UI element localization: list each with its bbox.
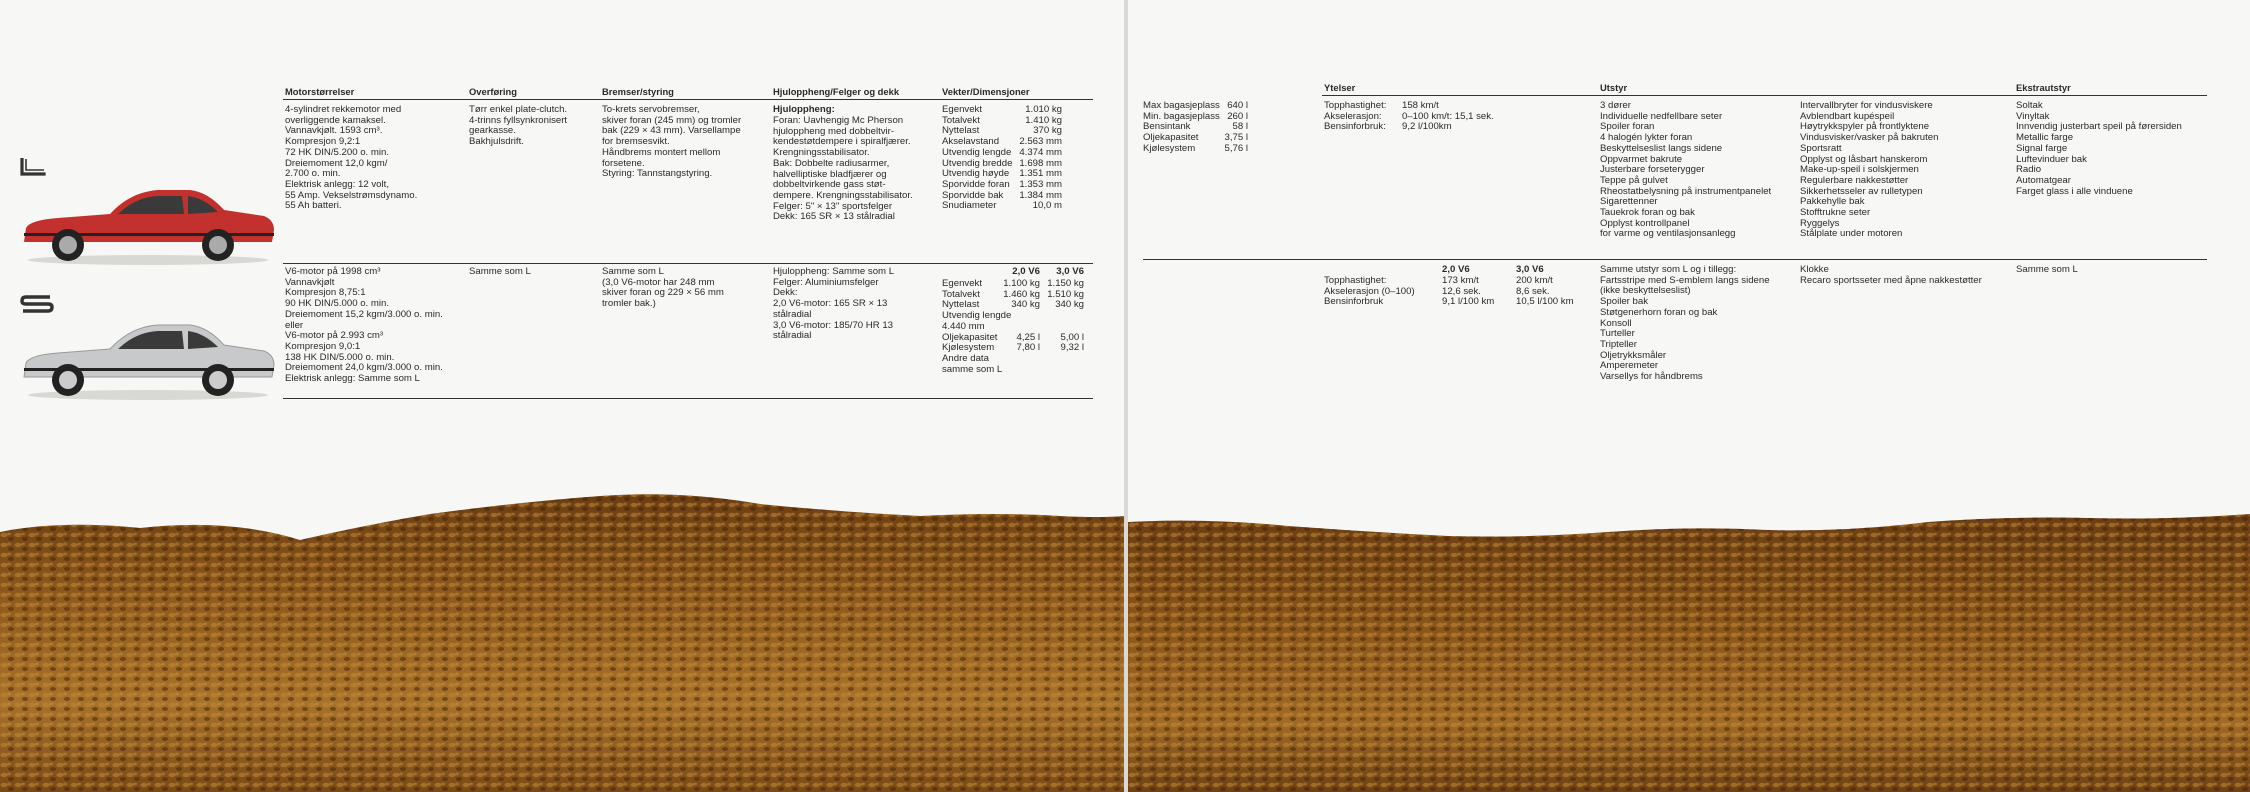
right-page	[1128, 0, 2250, 792]
header-equipment: Utstyr	[1600, 82, 1628, 93]
s-perf-col2: 200 km/t 8,6 sek. 10,5 l/100 km	[1516, 275, 1574, 308]
header-brakes: Bremser/styring	[602, 86, 674, 97]
s-weight-col1: 1.100 kg 1.460 kg 340 kg 4,25 l 7,80 l	[1003, 278, 1040, 354]
s-perf-col1-head: 2,0 V6	[1442, 264, 1470, 275]
s-weights-col1-head: 2,0 V6	[1012, 266, 1040, 277]
l-equipment-col1: 3 dører Individuelle nedfellbare seter Spoiler foran 4 halogén lykter foran Beskyttelseslist langs sidene Oppvarmet bakrute Justerbare forseterygger Teppe på gulvet Rheostatbelysning på instrumentpanelet Sigarettenner Tauekrok foran og bak Opplyst kontrollpanel for varme og ventilasjonsanlegg	[1600, 100, 1772, 240]
l-brakes: To-krets servobremser, skiver foran (245 mm) og tromler bak (229 × 43 mm). Varsellampe for bremsesvikt. Håndbrems montert mellom forsetene. Styring: Tannstangstyring.	[602, 104, 742, 180]
s-weight-col2: 1.150 kg 1.510 kg 340 kg 5,00 l 9,32 l	[1047, 278, 1084, 354]
l-weight-values: 1.010 kg 1.410 kg 370 kg 2.563 mm 4.374 mm 1.698 mm 1.351 mm 1.353 mm 1.384 mm 10,0 m	[1019, 104, 1062, 212]
s-brakes: Samme som L (3,0 V6-motor har 248 mm skiver foran og 229 × 56 mm tromler bak.)	[602, 266, 724, 310]
s-perf-col2-head: 3,0 V6	[1516, 264, 1544, 275]
l-perf-labels: Topphastighet: Akselerasjon: Bensinforbruk:	[1324, 100, 1387, 133]
s-transmission: Samme som L	[469, 266, 531, 277]
gravel-ground-left	[0, 432, 1124, 792]
capacities-values: 640 l 260 l 58 l 3,75 l 5,76 l	[1224, 100, 1248, 154]
l-suspension: Foran: Uavhengig Mc Pherson hjuloppheng med dobbeltvir- kendestøtdempere i spiralfjærer. Krengningsstabilisator. Bak: Dobbelte radiusarmer, halvelliptiske bladfjærer og dobbeltvirkende gass støt- dempere. Krengningsstabilisator. Felger: 5" × 13" sportsfelger Dekk: 165 SR × 13 stålradial	[773, 115, 913, 223]
car-l-image	[18, 180, 278, 275]
l-extras: Soltak Vinyltak Innvendig justerbart speil på førersiden Metallic farge Signal farge Luftevinduer bak Radio Automatgear Farget glass i alle vinduene	[2016, 100, 2182, 197]
l-perf-values: 158 km/t 0–100 km/t: 15,1 sek. 9,2 l/100km	[1402, 100, 1494, 133]
header-transmission: Overføring	[469, 86, 517, 97]
l-weight-labels: Egenvekt Totalvekt Nyttelast Akselavstand Utvendig lengde Utvendig bredde Utvendig høyde Sporvidde foran Sporvidde bak Snudiameter	[942, 104, 1013, 212]
s-perf-labels: Topphastighet: Akselerasjon (0–100) Bensinforbruk	[1324, 275, 1415, 308]
header-rule	[283, 99, 1093, 100]
s-weights-col2-head: 3,0 V6	[1056, 266, 1084, 277]
bottom-rule-left	[283, 398, 1093, 399]
capacities-labels: Max bagasjeplass Min. bagasjeplass Bensintank Oljekapasitet Kjølesystem	[1143, 100, 1220, 154]
s-equipment-col2: Klokke Recaro sportsseter med åpne nakkestøtter	[1800, 264, 1982, 286]
l-suspension-title: Hjuloppheng:	[773, 104, 835, 115]
header-suspension: Hjuloppheng/Felger og dekk	[773, 86, 900, 97]
gravel-ground-right	[1128, 432, 2250, 792]
header-motor: Motorstørrelser	[285, 86, 355, 97]
s-equipment-col1: Samme utstyr som L og i tillegg: Fartsstripe med S-emblem langs sidene (ikke beskyttelseslist) Spoiler bak Støtgenerhorn foran og bak Konsoll Turteller Tripteller Oljetrykksmåler Amperemeter Varsellys for håndbrems	[1600, 264, 1770, 383]
header-weights: Vekter/Dimensjoner	[942, 86, 1030, 97]
row-divider-left	[283, 263, 1093, 264]
header-rule-right	[1322, 95, 2207, 96]
s-perf-col1: 173 km/t 12,6 sek. 9,1 l/100 km	[1442, 275, 1495, 308]
l-equipment-col2: Intervallbryter for vindusviskere Avblendbart kupéspeil Høytrykkspyler på frontlyktene Vindusvisker/vasker på bakruten Sportsratt Opplyst og låsbart hanskerom Make-up-speil i solskjermen Regulerbare nakkestøtter Sikkerhetsseler av rulletypen Pakkehylle bak Stofftrukne seter Ryggelys Stålplate under motoren	[1800, 100, 1939, 240]
s-weight-labels: Egenvekt Totalvekt Nyttelast Utvendig lengde 4.440 mm Oljekapasitet Kjølesystem Andre data samme som L	[942, 278, 1012, 375]
badge-l	[20, 158, 46, 181]
row-divider-right	[1143, 259, 2207, 260]
l-engine: 4-sylindret rekkemotor med overliggende kamaksel. Vannavkjølt. 1593 cm³. Kompresjon 9,2:1 72 HK DIN/5.200 o. min. Dreiemoment 12,0 kgm/ 2.700 o. min. Elektrisk anlegg: 12 volt, 55 Amp. Vekselstrømsdynamo. 55 Ah batteri.	[285, 104, 418, 212]
s-engine: V6-motor på 1998 cm³ Vannavkjølt Kompresjon 8,75:1 90 HK DIN/5.000 o. min. Dreiemoment 15,2 kgm/3.000 o. min. eller V6-motor på 2.993 cm³ Kompresjon 9,0:1 138 HK DIN/5.000 o. min. Dreiemoment 24,0 kgm/3.000 o. min. Elektrisk anlegg: Samme som L	[285, 266, 443, 385]
header-performance: Ytelser	[1324, 82, 1356, 93]
s-suspension: Hjuloppheng: Samme som L Felger: Aluminiumsfelger Dekk: 2,0 V6-motor: 165 SR × 13 stålradial 3,0 V6-motor: 185/70 HR 13 stålradial	[773, 266, 895, 342]
header-extras: Ekstrautstyr	[2016, 82, 2071, 93]
car-s-image	[18, 315, 278, 410]
left-page	[0, 0, 1124, 792]
s-extras: Samme som L	[2016, 264, 2078, 275]
l-transmission: Tørr enkel plate-clutch. 4-trinns fyllsynkronisert gearkasse. Bakhjulsdrift.	[469, 104, 568, 148]
